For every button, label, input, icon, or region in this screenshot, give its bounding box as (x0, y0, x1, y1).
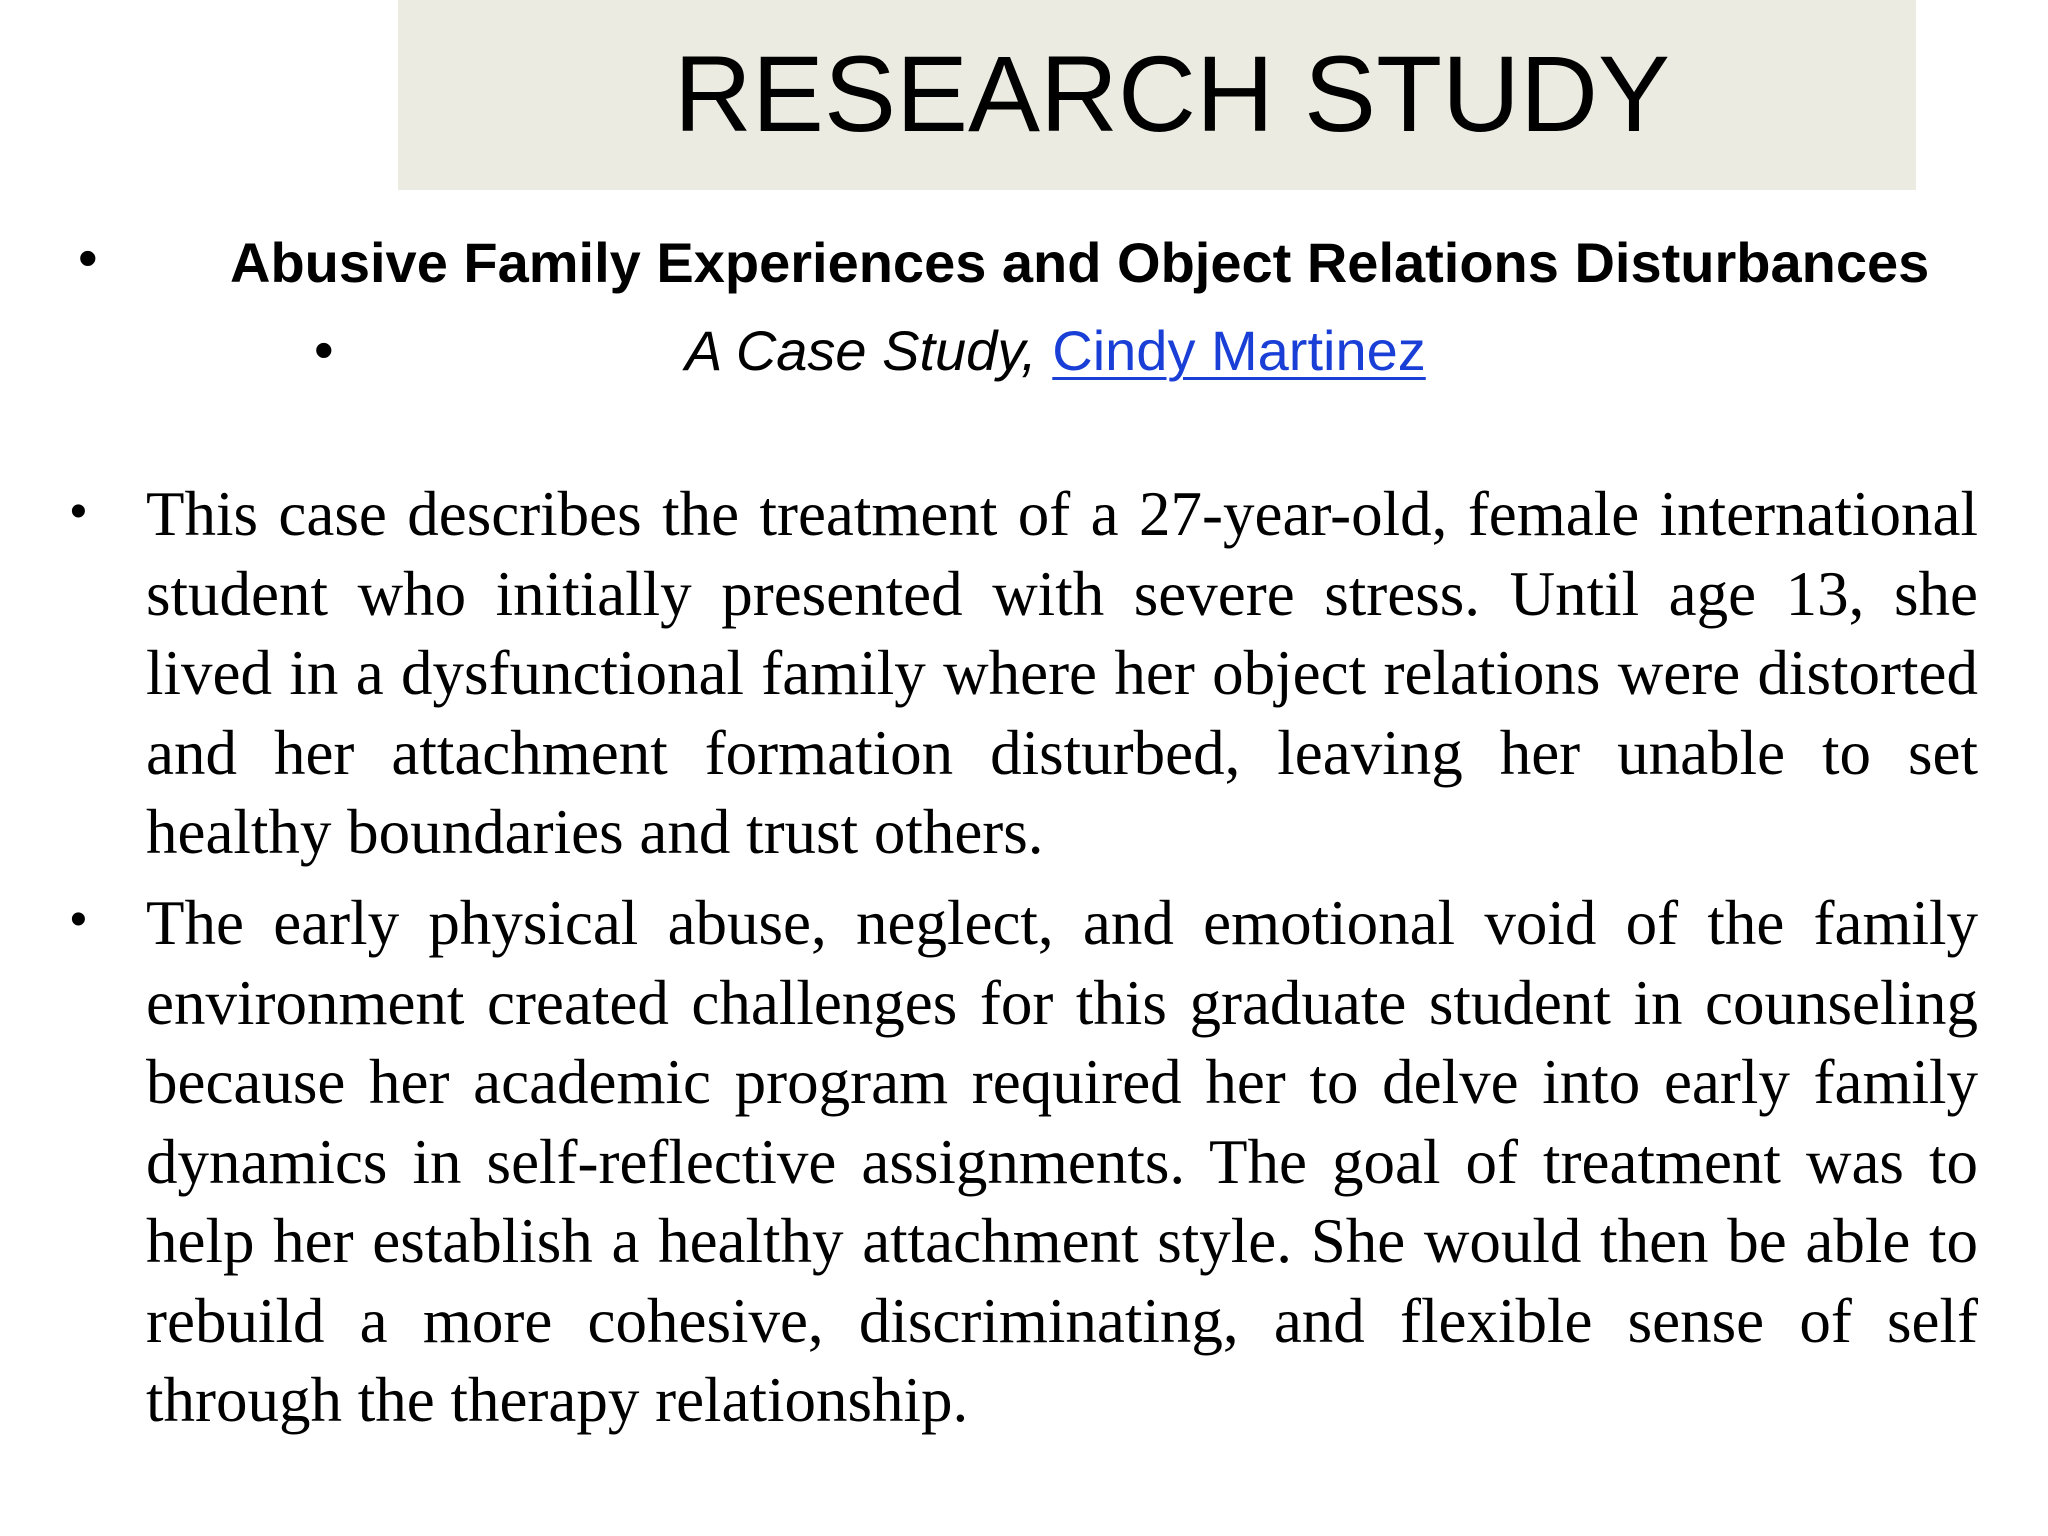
byline-prefix: A Case Study, (685, 319, 1053, 382)
paragraph-treatment-goal: The early physical abuse, neglect, and emotional void of the family environment created challenges for this graduate student in counseling because her academic program required her to delve into early family dynamics in self-reflective assignments. The goal of treatment was to help her establish a healthy attachment style. She would then be able to rebuild a more cohesive, discriminating, and flexible sense of self through the therapy relationship. (146, 888, 1978, 1435)
slide-title: RESEARCH STUDY (673, 33, 1671, 154)
bullet-icon: • (78, 226, 98, 289)
bullet-icon: • (70, 485, 87, 538)
byline (685, 318, 1426, 384)
author-link[interactable]: Cindy Martinez (1052, 319, 1426, 382)
bullet-icon: • (70, 893, 87, 946)
bullet-icon: • (314, 318, 334, 381)
paragraph-case-description: This case describes the treatment of a 27-year-old, female international student who initially presented with severe stress. Until age 13, she lived in a dysfunctional family where her object relations were distorted and her attachment formation disturbed, leaving her unable to set healthy boundaries and trust others. (146, 479, 1978, 867)
study-subtitle: Abusive Family Experiences and Object Relations Disturbances (230, 231, 1930, 294)
